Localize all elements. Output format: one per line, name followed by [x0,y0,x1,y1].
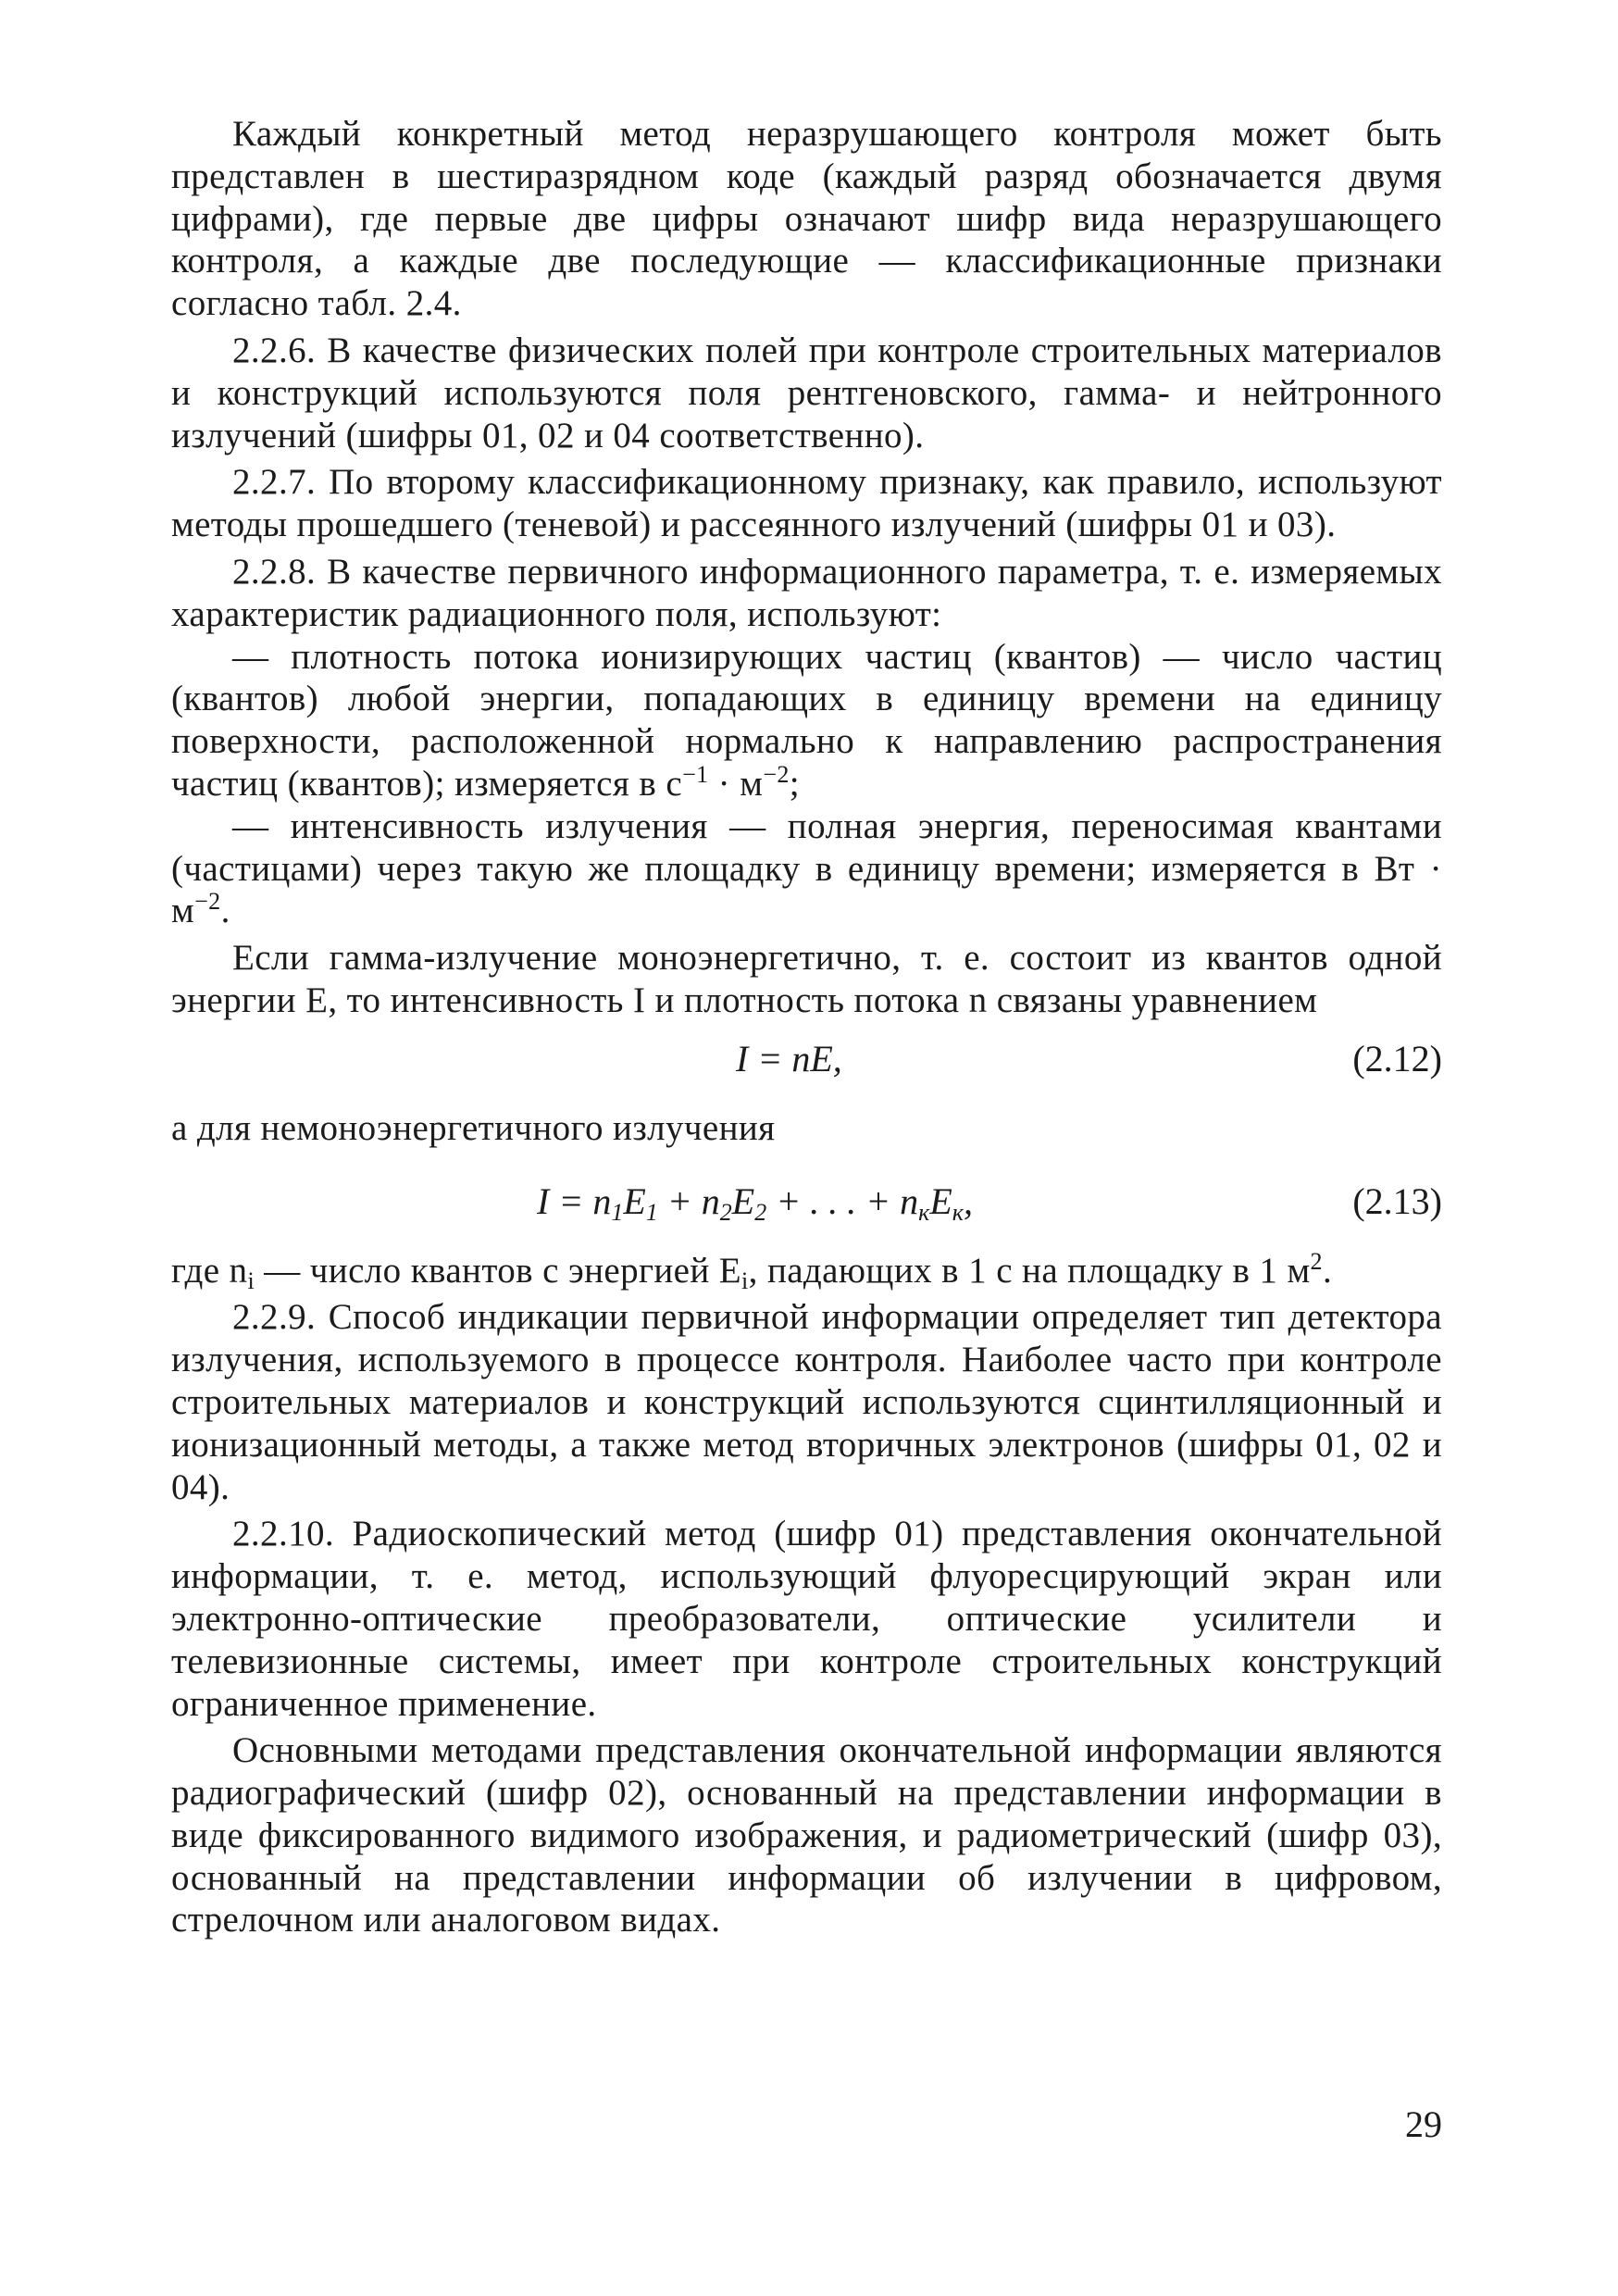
formula-2-13 [171,1174,1442,1229]
paragraph-flux-density [171,636,1442,805]
intensity-end: . [220,891,230,931]
page-content [171,113,1442,2242]
paragraph-2-2-10: 2.2.10. Радиоскопический метод (шифр 01) представления окончательной информации, т. е. метод, использующий флуоресцирующий экран или электронно-оптические преобразователи, оптические усилители и телевизионные системы, имеет при контроле строительных конструкций ограниченное применение. [171,1514,1442,1724]
formula-2-13-expression: $I = n_1E_1 + n_2E_2$ + . . . + $n_кE_к$, [537,1179,973,1226]
formula-2-12-number: (2.12) [1352,1037,1442,1079]
intensity-exp: −2 [194,888,221,916]
paragraph-where-ni: где $n_i$ — число квантов с энергией $E_i$, падающих в 1 с на площадку в 1 $м^2$. [171,1247,1333,1294]
paragraph-2-2-7: 2.2.7. По второму классификационному признаку, как правило, используют методы прошедшего (теневой) и рассеянного излучений (шифры 01 и 03). [171,462,1442,545]
flux-density-unit: · м [708,763,764,804]
formula-2-13-number: (2.13) [1352,1179,1442,1222]
paragraph-2-2-8: 2.2.8. В качестве первичного информационного параметра, т. е. измеряемых характеристик радиационного поля, используют: [171,551,1442,634]
formula-2-12 [171,1031,1442,1087]
flux-density-text: — плотность потока ионизирующих частиц (квантов) — число частиц (квантов) любой энергии, попадающих в единицу времени на единицу поверхности, расположенной нормально к направлению распространения частиц (квантов); измеряется в с [171,636,1442,804]
paragraph-non-monoenergetic: а для немоноэнергетичного излучения [171,1107,776,1148]
paragraph-method-code: Каждый конкретный метод неразрушающего контроля может быть представлен в шестиразрядном коде (каждый разряд обозначается двумя цифрами), где первые две цифры означают шифр вида неразрушающего контроля, а каждые две последующие — классификационные признаки согласно табл. 2.4. [171,114,1442,324]
flux-density-end: ; [789,763,801,804]
page-number: 29 [1405,2103,1442,2145]
formula-2-12-expression: I = nE, [736,1037,842,1079]
flux-density-exp-2: −2 [763,760,790,788]
paragraph-2-2-6: 2.2.6. В качестве физических полей при контроле строительных материалов и конструкций используются поля рентгеновского, гамма- и нейтронного излучений (шифры 01, 02 и 04 соответственно). [171,330,1442,455]
paragraph-2-2-9: 2.2.9. Способ индикации первичной информации определяет тип детектора излучения, используемого в процессе контроля. Наиболее часто при контроле строительных материалов и конструкций используются сцинтилляционный и ионизационный методы, а также метод вторичных электронов (шифры 01, 02 и 04). [171,1297,1442,1507]
paragraph-intensity [171,805,1442,932]
paragraph-monoenergetic: Если гамма-излучение моноэнергетично, т. е. состоит из квантов одной энергии E, то интенсивность I и плотность потока n связаны уравнением [171,938,1442,1020]
intensity-text: — интенсивность излучения — полная энергия, переносимая квантами (частицами) через такую же площадку в единицу времени; измеряется в Вт · м [171,805,1442,931]
flux-density-exp-1: −1 [682,760,709,788]
paragraph-main-methods: Основными методами представления окончательной информации являются радиографический (шифр 02), основанный на представлении информации в виде фиксированного видимого изображения, и радиометрический (шифр 03), основанный на представлении информации об излучении в цифровом, стрелочном или аналоговом видах. [171,1730,1442,1940]
